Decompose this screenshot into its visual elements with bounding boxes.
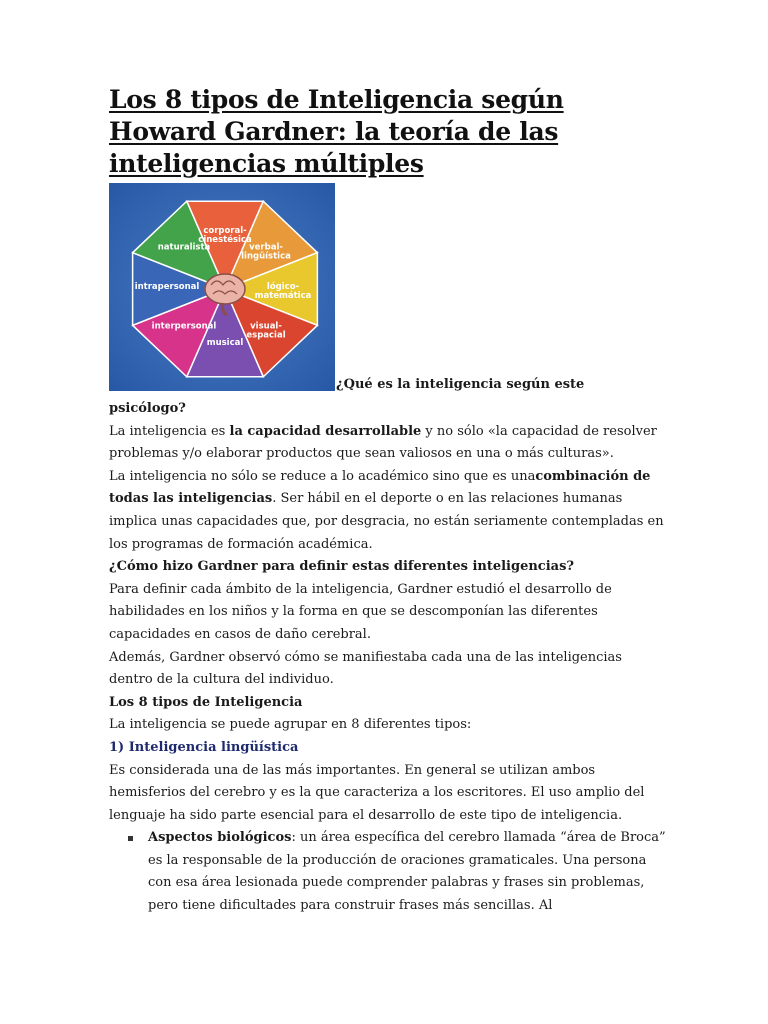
question-inline — [336, 376, 584, 394]
paragraph-5: La inteligencia se puede agrupar en 8 diferentes tipos: — [109, 717, 472, 733]
wheel-segment-label: visual-espacial — [246, 321, 286, 341]
paragraph-2 — [109, 466, 669, 556]
para2-text: La inteligencia no sólo se reduce a lo académico sino que es una — [109, 468, 536, 484]
intelligences-wheel-image — [109, 183, 335, 391]
wheel-segment-label: musical — [206, 338, 244, 348]
question-1-start: ¿Qué es la inteligencia según este — [336, 377, 585, 392]
paragraph-6: Es considerada una de las más importantes. En general se utilizan ambos hemisferios del cerebro y es la que caracteriza a los escritores. El uso amplio del lenguaje ha sido parte esencial para el desarrollo de este tipo de inteligencia. — [109, 762, 645, 823]
wheel-segment-label: naturalista — [157, 242, 211, 253]
paragraph-1 — [109, 421, 669, 466]
para1-bold: la capacidad desarrollable — [229, 423, 422, 439]
paragraph-4: Además, Gardner observó cómo se manifiestaba cada una de las inteligencias dentro de la cultura del individuo. — [109, 649, 622, 688]
page-title: Los 8 tipos de Inteligencia según Howard Gardner: la teoría de las inteligencias múltiples — [109, 85, 564, 178]
wheel-segment-label: verbal-lingüística — [241, 242, 291, 262]
brain-icon — [205, 274, 245, 304]
paragraph-3: Para definir cada ámbito de la inteligencia, Gardner estudió el desarrollo de habilidades en los niños y la forma en que se descomponían las diferentes capacidades en casos de daño cerebral. — [109, 581, 612, 642]
wheel-segment-label: lógico-matemática — [254, 282, 312, 301]
article-body — [109, 398, 669, 918]
multiple-intelligences-figure — [109, 183, 335, 391]
wheel-segment-label: corporal-cinestésica — [198, 226, 252, 245]
bullet-text: : un área específica del cerebro llamada “área de Broca” es la responsable de la producción de oraciones gramaticales. Una persona con esa área lesionada puede comprender palabras y frases sin problemas, pero tiene dificultades para construir frases más sencillas. Al — [148, 830, 666, 914]
para2-text-end: . Ser hábil en el deporte o en las relaciones humanas implica unas capacidades que, por desgracia, no están seriamente contempladas en los programas de formación académica. — [109, 491, 664, 552]
heading-types: Los 8 tipos de Inteligencia — [109, 694, 303, 710]
para2-bold: combinación de todas las inteligencias — [109, 468, 651, 507]
heading-linguistic: 1) Inteligencia lingüística — [109, 739, 299, 755]
para1-text: La inteligencia es — [109, 423, 230, 439]
wheel-segment-label: interpersonal — [151, 321, 217, 332]
bullet-bold: Aspectos biológicos — [148, 830, 292, 846]
wheel-segment-label: intrapersonal — [134, 282, 200, 292]
question-2: ¿Cómo hizo Gardner para definir estas diferentes inteligencias? — [109, 559, 575, 575]
question-1-end: psicólogo? — [109, 401, 186, 416]
para1-text-end: y no sólo «la capacidad de resolver problemas y/o elaborar productos que sean valiosos en una o más culturas». — [109, 423, 657, 462]
bullet-list — [109, 827, 669, 917]
list-item — [148, 827, 669, 917]
